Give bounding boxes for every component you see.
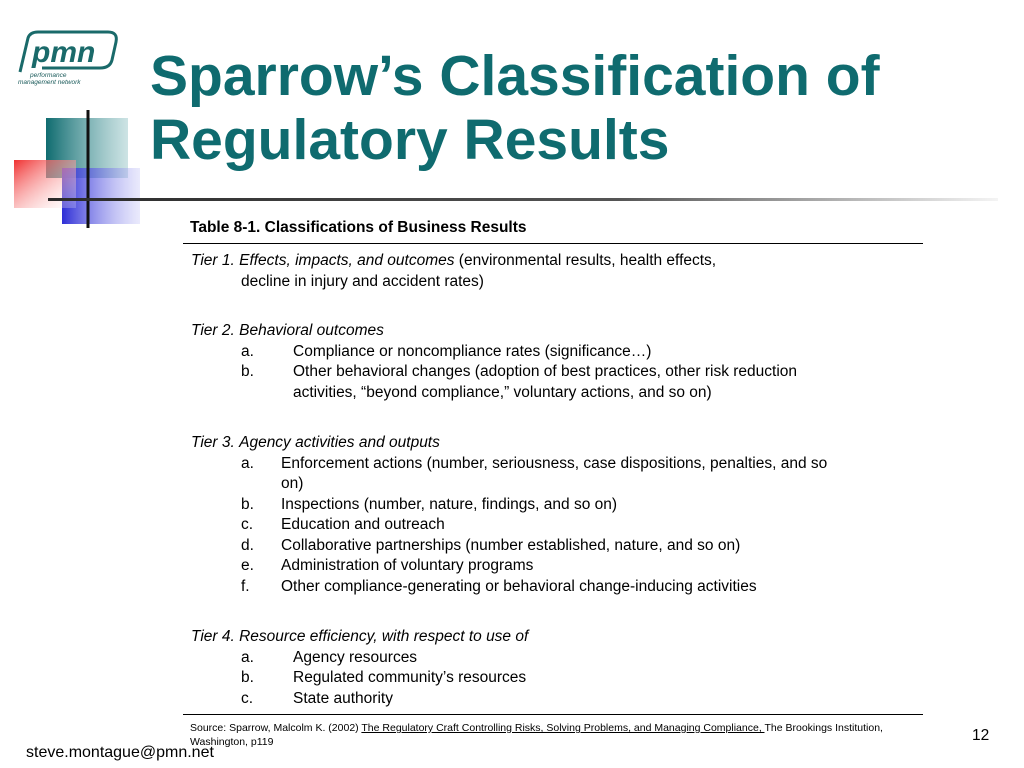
item-text: Education and outreach: [281, 516, 445, 533]
logo-caption-line2: management network: [18, 79, 81, 86]
tier-1: [191, 251, 923, 292]
svg-text:pmn: pmn: [32, 36, 96, 69]
decorative-squares: [0, 110, 160, 235]
item-letter: b.: [241, 363, 254, 380]
list-item: [191, 495, 923, 516]
tier-3-title: Agency activities and outputs: [239, 434, 440, 451]
item-text: Collaborative partnerships (number established, nature, and so on): [281, 536, 741, 554]
list-item: [191, 577, 923, 598]
item-letter: d.: [241, 536, 254, 554]
logo-caption: [18, 72, 81, 86]
logo-caption-line1: performance: [30, 72, 67, 79]
item-text: Enforcement actions (number, seriousness, case dispositions, penalties, and so on): [281, 454, 828, 492]
source-book-title: The Regulatory Craft Controlling Risks, Solving Problems, and Managing Compliance,: [361, 722, 765, 734]
tier-1-heading: [191, 251, 923, 272]
item-text: Other compliance-generating or behavioral change-inducing activities: [281, 577, 757, 595]
item-letter: b.: [241, 495, 254, 513]
item-text: Compliance or noncompliance rates (significance…): [293, 342, 652, 360]
title-divider: [48, 198, 998, 201]
item-letter: e.: [241, 557, 254, 574]
list-item: [191, 454, 923, 495]
item-text: Agency resources: [293, 648, 418, 666]
tier-4-label: Tier 4.: [191, 628, 235, 645]
list-item: [191, 362, 923, 403]
table-bottom-rule: [183, 714, 923, 715]
item-letter: c.: [241, 689, 254, 707]
item-letter: a.: [241, 648, 254, 666]
tier-4: [191, 627, 923, 709]
tier-1-label: Tier 1.: [191, 252, 235, 269]
item-text: State authority: [293, 689, 393, 707]
list-item: [191, 648, 923, 669]
list-item: [191, 556, 923, 577]
tier-4-title: Resource efficiency, with respect to use of: [239, 628, 529, 645]
list-item: [191, 342, 923, 363]
item-letter: a.: [241, 342, 254, 360]
tier-1-title: Effects, impacts, and outcomes: [239, 252, 455, 269]
tier-4-heading: [191, 627, 923, 648]
item-letter: c.: [241, 516, 254, 533]
tier-2-label: Tier 2.: [191, 322, 235, 339]
tier-2-heading: [191, 321, 923, 342]
author-email: steve.montague@pmn.net: [26, 744, 214, 761]
item-text: Regulated community’s resources: [293, 669, 527, 686]
item-text: Inspections (number, nature, findings, and so on): [281, 495, 618, 513]
tier-3-label: Tier 3.: [191, 434, 235, 451]
list-item: [191, 536, 923, 557]
item-text: Other behavioral changes (adoption of best practices, other risk reduction activities, “beyond compliance,” voluntary actions, and so on): [293, 363, 798, 401]
page-number: 12: [972, 727, 990, 744]
pmn-logo-mark: [12, 30, 120, 74]
tier-1-detail: (environmental results, health effects,: [454, 252, 717, 269]
list-item: [191, 668, 923, 689]
slide-title: Sparrow’s Classification of Regulatory Results: [150, 44, 880, 172]
source-citation: [190, 721, 910, 749]
item-letter: a.: [241, 454, 254, 472]
item-letter: b.: [241, 669, 254, 686]
tier-2-title: Behavioral outcomes: [239, 322, 384, 339]
source-prefix: Source: Sparrow, Malcolm K. (2002): [190, 722, 362, 734]
source-suffix: The Brookings Institution, Washington, p119: [190, 722, 883, 748]
tier-1-continuation: decline in injury and accident rates): [241, 272, 484, 290]
tier-2: [191, 321, 923, 403]
table-caption: Table 8-1. Classifications of Business Results: [183, 213, 923, 244]
tier-3: [191, 433, 923, 597]
item-text: Administration of voluntary programs: [281, 557, 534, 574]
classification-table: [183, 213, 923, 709]
item-letter: f.: [241, 577, 250, 595]
list-item: [191, 689, 923, 710]
tier-3-heading: [191, 433, 923, 454]
list-item: [191, 515, 923, 536]
